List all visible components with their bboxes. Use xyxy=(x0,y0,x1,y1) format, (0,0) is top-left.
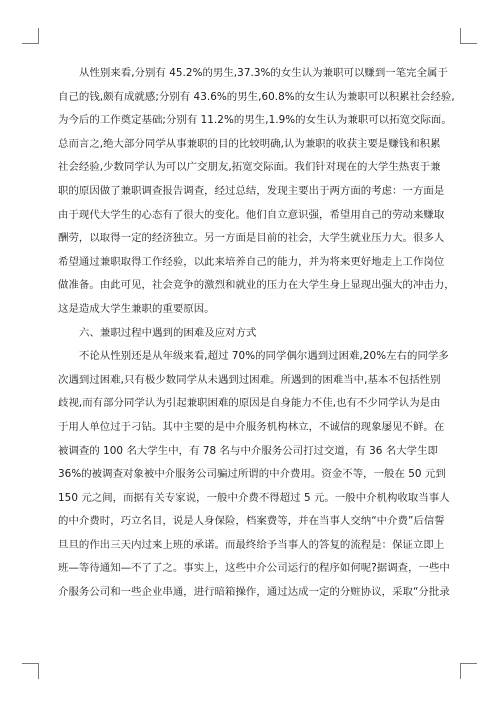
crop-mark-top-left xyxy=(22,43,38,44)
text-line: 于用人单位过于刁钻。其中主要的是中介服务机构林立，不诚信的现象屡见不鲜。在 xyxy=(58,420,445,433)
text-line: 歧视,而有部分同学认为引起兼职困难的原因是自身能力不佳,也有不少同学认为是由 xyxy=(58,397,441,410)
crop-mark-bottom-left xyxy=(22,663,38,664)
text-line: 36%的被调查对象被中介服务公司骗过所谓的中介费用。资金不等，一般在 50 元到 xyxy=(58,468,446,481)
text-line: 从性别来看,分别有 45.2%的男生,37.3%的女生认为兼职可以赚到一笔完全属于 xyxy=(79,67,448,79)
text-line: 的中介费时，巧立名目，说是人身保险，档案费等，并在当事人交纳“中介费”后信誓 xyxy=(58,515,445,528)
text-line: 不论从性别还是从年级来看,超过 70%的同学偶尔遇到过困难,20%左右的同学多 xyxy=(79,350,449,363)
crop-mark-bottom-right xyxy=(460,663,461,679)
text-line: 次遇到过困难,只有极少数同学从未遇到过困难。所遇到的困难当中,基本不包括性别 xyxy=(58,373,441,386)
text-line: 希望通过兼职取得工作经验，以此来培养自己的能力，并为将来更好地走上工作岗位 xyxy=(58,255,445,268)
text-line: 自己的钱,颇有成就感;分别有 43.6%的男生,60.8%的女生认为兼职可以积累社会经验, xyxy=(58,90,455,103)
crop-mark-bottom-left xyxy=(38,663,39,679)
text-line: 这是造成大学生兼职的重要原因。 xyxy=(58,302,215,315)
body-text xyxy=(58,62,455,605)
text-line: 职的原因做了兼职调查报告调查，经过总结，发现主要出于两方面的考虑：一方面是 xyxy=(58,184,445,197)
crop-mark-top-right xyxy=(461,43,477,44)
section-heading: 六、兼职过程中遇到的困难及应对方式 xyxy=(79,326,257,339)
text-line: 总而言之,绝大部分同学从事兼职的目的比较明确,认为兼职的收获主要是赚钱和积累 xyxy=(58,137,441,150)
text-line: 被调查的 100 名大学生中，有 78 名与中介服务公司打过交道，有 36 名大学生即 xyxy=(58,444,438,457)
crop-mark-bottom-right xyxy=(461,663,477,664)
crop-mark-top-left xyxy=(38,28,39,44)
text-line: 班—等待通知—不了了之。事实上，这些中介公司运行的程序如何呢?据调查，一些中 xyxy=(58,562,450,575)
crop-mark-top-right xyxy=(460,28,461,44)
text-line: 为今后的工作奠定基础;分别有 11.2%的男生,1.9%的女生认为兼职可以拓宽交际面。 xyxy=(58,114,452,127)
text-line: 酬劳，以取得一定的经济独立。另一方面是目前的社会，大学生就业压力大。很多人 xyxy=(58,232,445,245)
text-line: 做准备。由此可见，社会竞争的激烈和就业的压力在大学生身上显现出强大的冲击力， xyxy=(58,279,455,292)
text-line: 社会经验,少数同学认为可以广交朋友,拓宽交际面。我们针对现在的大学生热衷于兼 xyxy=(58,161,441,174)
text-line: 150 元之间，而据有关专家说，一般中介费不得超过 5 元。一般中介机构收取当事人 xyxy=(58,491,450,504)
text-line: 由于现代大学生的心态有了很大的变化。他们自立意识强，希望用自己的劳动来赚取 xyxy=(58,208,445,221)
text-line: 旦旦的作出三天内过来上班的承诺。而最终给予当事人的答复的流程是：保证立即上 xyxy=(58,538,445,551)
text-line: 介服务公司和一些企业串通，进行暗箱操作，通过达成一定的分赃协议，采取“分批录 xyxy=(58,586,450,599)
